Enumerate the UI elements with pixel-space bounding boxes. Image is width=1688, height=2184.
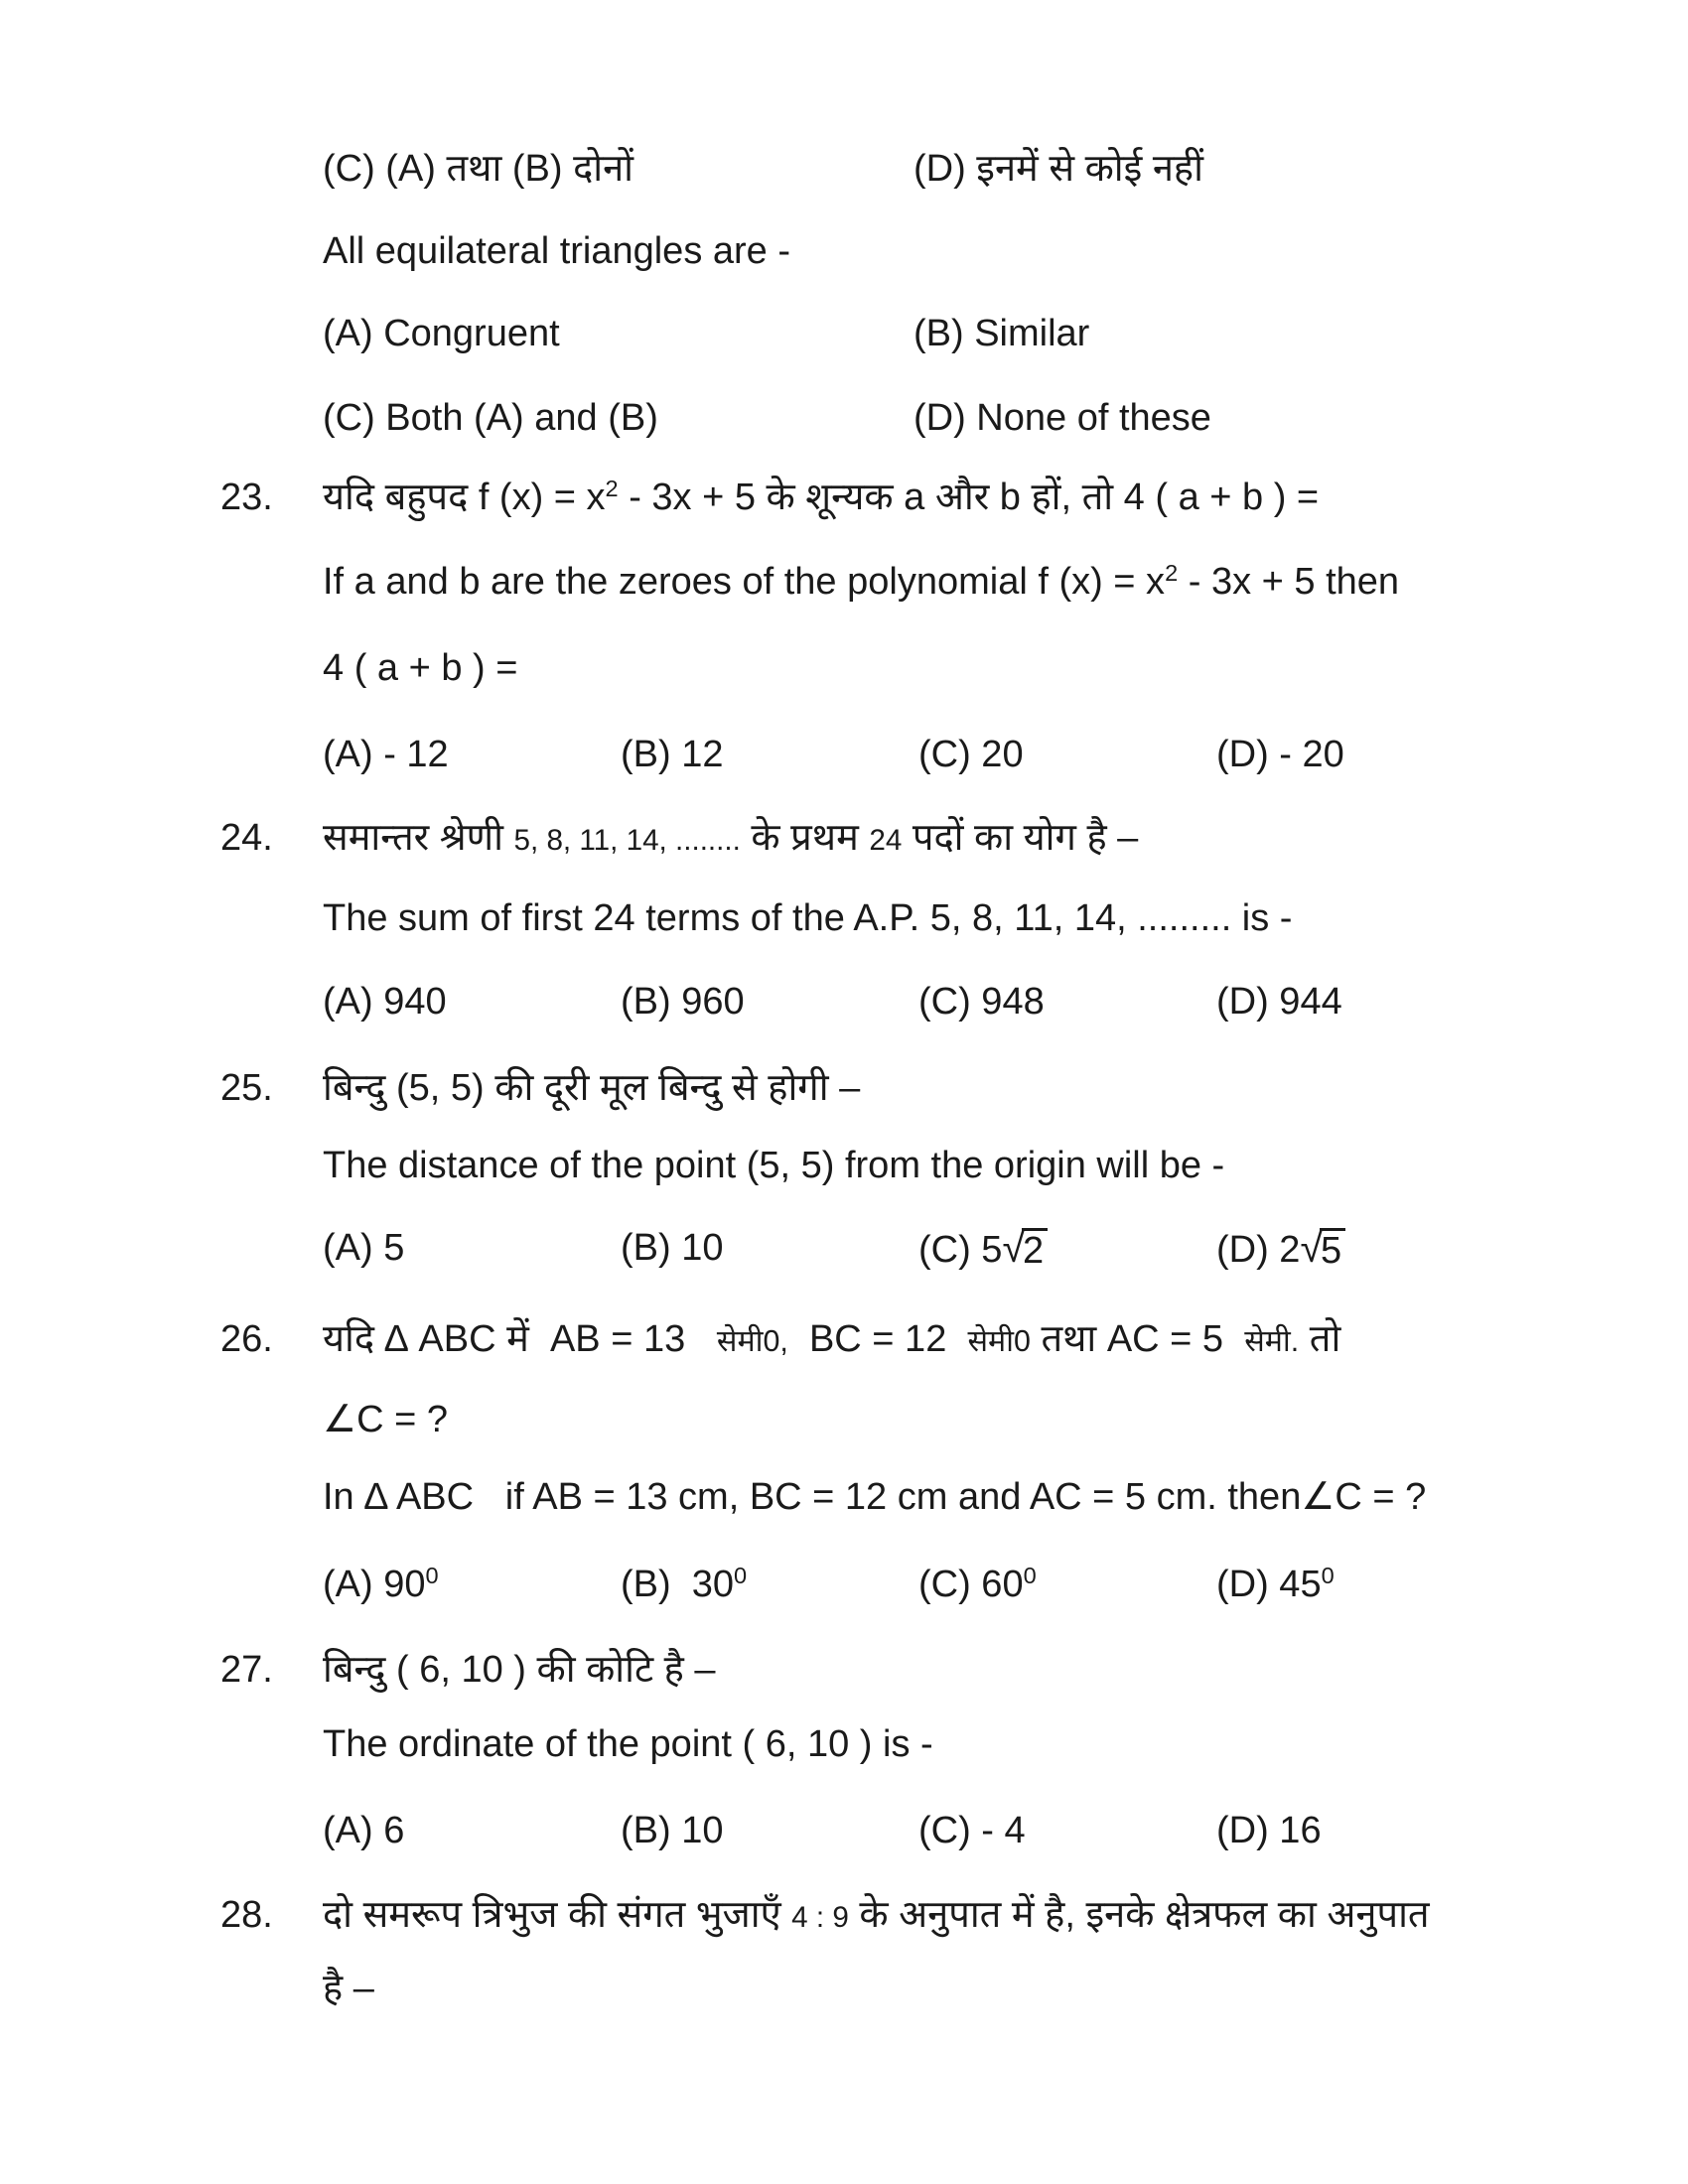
q25-option-c-radicand: 2 (1022, 1228, 1048, 1272)
q28-ratio: 4 : 9 (791, 1901, 849, 1934)
q26-hindi-seg7: तो (1299, 1318, 1341, 1360)
q28-question-hindi-continuation: है – (323, 1968, 374, 2009)
q27-option-d: (D) 16 (1216, 1810, 1322, 1851)
q28-hindi-part1: दो समरूप त्रिभुज की संगत भुजाएँ (323, 1894, 792, 1936)
q25-number: 25. (220, 1067, 273, 1109)
q23-question-english-continuation: 4 ( a + b ) = (323, 647, 518, 689)
q22-option-c-hindi: (C) (A) तथा (B) दोनों (323, 148, 634, 190)
q25-option-d (1216, 1225, 1345, 1273)
q22-option-d-hindi: (D) इनमें से कोई नहीं (914, 148, 1203, 190)
q26-number: 26. (220, 1318, 273, 1360)
q24-number: 24. (220, 817, 273, 859)
q26-question-hindi (323, 1316, 1340, 1364)
q24-ap-terms: 5, 8, 11, 14, ........ (513, 824, 741, 857)
q27-option-b: (B) 10 (621, 1810, 724, 1851)
q26-option-b-value: (B) 30 (621, 1564, 735, 1605)
q26-option-d-value: (D) 45 (1216, 1564, 1322, 1605)
q24-hindi-part1: समान्तर श्रेणी (323, 817, 514, 859)
q28-question-hindi (323, 1892, 1430, 1941)
q26-degree-sup: 0 (1023, 1563, 1037, 1589)
q27-question-hindi: बिन्दु ( 6, 10 ) की कोटि है – (323, 1649, 716, 1691)
q23-hindi-suffix: - 3x + 5 के शून्यक a और b हों, तो 4 ( a + b ) = (618, 477, 1320, 518)
q24-option-a: (A) 940 (323, 981, 447, 1023)
q26-question-hindi-continuation: ∠C = ? (323, 1399, 448, 1440)
q24-option-b: (B) 960 (621, 981, 745, 1023)
q23-english-prefix: If a and b are the zeroes of the polynomial f (x) = x (323, 561, 1166, 603)
q26-option-d (1216, 1562, 1335, 1611)
q26-unit-cm-3: सेमी. (1244, 1324, 1300, 1358)
q26-option-c (918, 1562, 1037, 1611)
q26-unit-cm-1: सेमी0, (716, 1324, 788, 1358)
q27-option-c: (C) - 4 (918, 1810, 1026, 1851)
q23-question-hindi (323, 475, 1319, 524)
q23-number: 23. (220, 477, 273, 518)
sqrt-icon: √ (1002, 1225, 1025, 1271)
q23-exponent: 2 (605, 476, 619, 502)
q24-option-c: (C) 948 (918, 981, 1045, 1023)
q26-degree-sup: 0 (734, 1563, 748, 1589)
q28-number: 28. (220, 1894, 273, 1936)
q24-hindi-part3: पदों का योग है – (902, 817, 1139, 859)
q24-option-d: (D) 944 (1216, 981, 1342, 1023)
q26-degree-sup: 0 (425, 1563, 439, 1589)
q26-option-c-value: (C) 60 (918, 1564, 1024, 1605)
q23-option-a: (A) - 12 (323, 734, 449, 775)
q26-hindi-seg5: तथा AC = 5 (1030, 1318, 1245, 1360)
q22-option-b-english: (B) Similar (914, 313, 1090, 354)
q26-hindi-seg1: यदि ∆ ABC में AB = 13 (323, 1318, 717, 1360)
q26-option-b (621, 1562, 747, 1611)
q25-option-c-coefficient: (C) 5 (918, 1229, 1003, 1271)
q26-hindi-seg3: BC = 12 (787, 1318, 968, 1360)
q22-option-a-english: (A) Congruent (323, 313, 560, 354)
q27-number: 27. (220, 1649, 273, 1691)
q25-option-b: (B) 10 (621, 1227, 724, 1269)
q22-option-d-english: (D) None of these (914, 397, 1211, 439)
q24-hindi-part2: के प्रथम (740, 817, 870, 859)
q27-question-english: The ordinate of the point ( 6, 10 ) is - (323, 1723, 933, 1765)
q22-option-c-english: (C) Both (A) and (B) (323, 397, 658, 439)
q23-exponent-english: 2 (1165, 560, 1179, 587)
q27-option-a: (A) 6 (323, 1810, 405, 1851)
q26-unit-cm-2: सेमी0 (967, 1324, 1031, 1358)
q24-question-hindi (323, 815, 1138, 864)
q25-option-a: (A) 5 (323, 1227, 405, 1269)
q23-option-c: (C) 20 (918, 734, 1024, 775)
q23-option-b: (B) 12 (621, 734, 724, 775)
q26-question-english: In ∆ ABC if AB = 13 cm, BC = 12 cm and AC = 5 cm. then∠C = ? (323, 1476, 1427, 1518)
q25-question-hindi: बिन्दु (5, 5) की दूरी मूल बिन्दु से होगी – (323, 1067, 861, 1109)
q25-question-english: The distance of the point (5, 5) from the origin will be - (323, 1145, 1225, 1186)
q24-question-english: The sum of first 24 terms of the A.P. 5, 8, 11, 14, ......... is - (323, 897, 1293, 939)
q28-hindi-part2: के अनुपात में है, इनके क्षेत्रफल का अनुपात (848, 1894, 1430, 1936)
q25-option-c (918, 1225, 1048, 1273)
q26-option-a (323, 1562, 439, 1611)
q23-hindi-prefix: यदि बहुपद f (x) = x (323, 477, 606, 518)
q22-question-english: All equilateral triangles are - (323, 230, 791, 272)
q24-term-count: 24 (869, 824, 903, 857)
sqrt-icon: √ (1300, 1225, 1323, 1271)
q25-option-d-coefficient: (D) 2 (1216, 1229, 1301, 1271)
q26-option-a-value: (A) 90 (323, 1564, 426, 1605)
q26-degree-sup: 0 (1321, 1563, 1335, 1589)
q23-question-english (323, 559, 1399, 609)
q23-english-suffix: - 3x + 5 then (1178, 561, 1400, 603)
q25-option-d-radicand: 5 (1320, 1228, 1345, 1272)
q23-option-d: (D) - 20 (1216, 734, 1344, 775)
